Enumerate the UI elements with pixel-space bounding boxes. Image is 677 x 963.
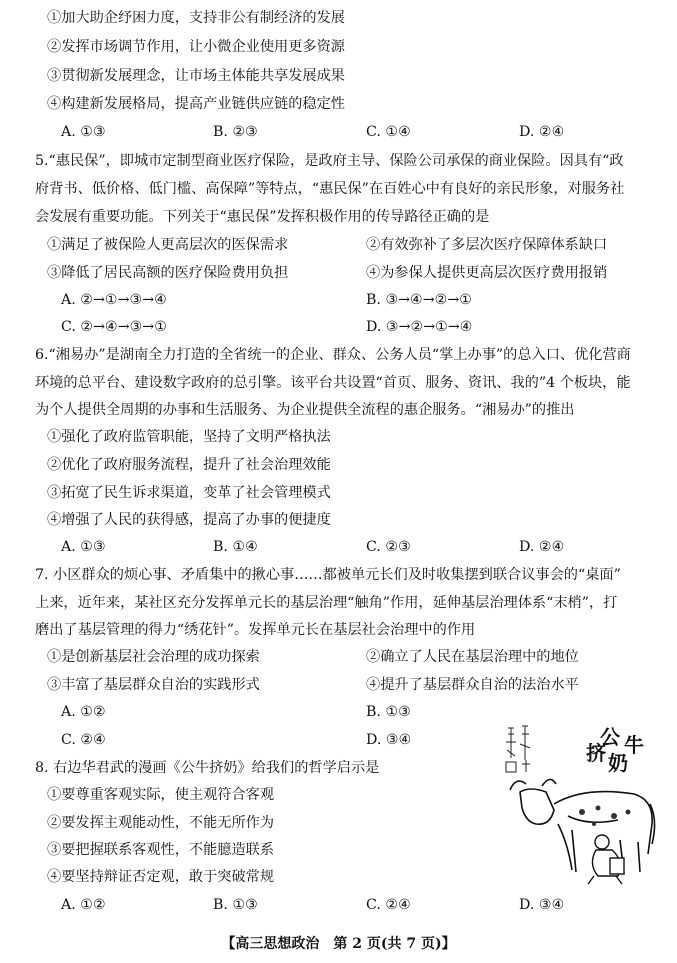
q6-option-c: C. ②③ [366,539,411,555]
q4-item-4: ④构建新发展格局，提高产业链供应链的稳定性 [47,96,345,112]
q7-item-1: ①是创新基层社会治理的成功探索 [47,649,260,665]
bull-outline [510,779,655,874]
q6-stem-line-3: 为个人提供全周期的办事和生活服务、为企业提供全流程的惠企服务。“湘易办”的推出 [35,402,575,418]
q7-option-d: D. ③④ [366,732,412,748]
q4-item-3: ③贯彻新发展理念，让市场主体能共享发展成果 [47,68,345,84]
q5-item-1: ①满足了被保险人更高层次的医保需求 [47,237,289,253]
q7-stem-line-1: 7. 小区群众的烦心事、矛盾集中的揪心事……都被单元长们及时收集摆到联合议事会的“桌面” [35,567,621,583]
q5-stem-line-2: 府背书、低价格、低门槛、高保障”等特点，“惠民保”在百姓心中有良好的亲民形象，对服务社 [35,181,625,197]
q6-item-4: ④增强了人民的获得感，提高了办事的便捷度 [47,512,331,528]
cartoon-title-art-3: 挤 [586,743,606,765]
q8-option-d: D. ③④ [519,897,565,913]
page-footer: 【高三思想政治 第 2 页(共 7 页)】 [221,936,456,952]
q4-option-c: C. ①④ [366,124,411,140]
bull-milking-cartoon [498,720,658,890]
q5-item-4: ④为参保人提供更高层次医疗费用报销 [366,265,608,281]
cartoon-title-art-2: 牛 [624,735,644,757]
q5-item-2: ②有效弥补了多层次医疗保障体系缺口 [366,237,608,253]
q5-stem-line-1: 5.“惠民保”，即城市定制型商业医疗保险，是政府主导、保险公司承保的商业保险。因具有“政 [35,153,624,169]
q7-stem-line-3: 磨出了基层管理的得力“绣花针”。发挥单元长在基层社会治理中的作用 [35,622,476,638]
q4-item-2: ②发挥市场调节作用，让小微企业使用更多资源 [47,39,345,55]
q5-item-3: ③降低了居民高额的医疗保险费用负担 [47,265,289,281]
q6-stem-line-1: 6.“湘易办”是湖南全力打造的全省统一的企业、群众、公务人员“掌上办事”的总入口、优化营商 [35,347,631,363]
q5-option-d: D. ③→②→①→④ [366,319,473,335]
q4-option-d: D. ②④ [519,124,565,140]
q4-option-a: A. ①③ [61,124,106,140]
q7-option-a: A. ①② [61,704,106,720]
q6-stem-line-2: 环境的总平台、建设数字政府的总引擎。该平台共设置“首页、服务、资讯、我的”4 个板块，能 [35,375,631,391]
q7-item-2: ②确立了人民在基层治理中的地位 [366,649,579,665]
q6-option-d: D. ②④ [519,539,565,555]
q8-item-1: ①要尊重客观实际，使主观符合客观 [47,787,275,803]
q5-stem-line-3: 会发展有重要功能。下列关于“惠民保”发挥积极作用的传导路径正确的是 [35,209,490,225]
q8-item-3: ③要把握联系客观性，不能臆造联系 [47,842,275,858]
q7-item-4: ④提升了基层群众自治的法治水平 [366,677,579,693]
q4-option-b: B. ②③ [213,124,258,140]
q4-item-1: ①加大助企纾困力度，支持非公有制经济的发展 [47,10,345,26]
cartoon-title-art-1: 公 [600,727,620,749]
q8-stem: 8. 右边华君武的漫画《公牛挤奶》给我们的哲学启示是 [35,760,380,776]
q6-option-a: A. ①③ [61,539,106,555]
q8-option-a: A. ①② [61,897,106,913]
q7-option-b: B. ①③ [366,704,411,720]
q6-item-1: ①强化了政府监管职能，坚持了文明严格执法 [47,429,331,445]
q5-option-c: C. ②→④→③→① [61,319,167,335]
bull-illustration [498,720,658,890]
signature-mark [506,726,530,772]
q8-item-4: ④要坚持辩证否定观，敢于突破常规 [47,869,275,885]
q6-item-2: ②优化了政府服务流程，提升了社会治理效能 [47,457,331,473]
q5-option-b: B. ③→④→②→① [366,292,472,308]
q8-item-2: ②要发挥主观能动性，不能无所作为 [47,815,275,831]
q7-stem-line-2: 上来，近年来，某社区充分发挥单元长的基层治理“触角”作用，延伸基层治理体系“末梢”，打 [35,595,618,611]
cartoon-title-art-4: 奶 [608,753,628,775]
q6-option-b: B. ①④ [213,539,258,555]
q5-option-a: A. ②→①→③→④ [61,292,167,308]
milking-man [588,835,624,884]
q8-option-c: C. ②④ [366,897,411,913]
q7-item-3: ③丰富了基层群众自治的实践形式 [47,677,260,693]
q7-option-c: C. ②④ [61,732,106,748]
bull-spots [579,806,631,827]
q6-item-3: ③拓宽了民生诉求渠道，变革了社会管理模式 [47,485,331,501]
q8-option-b: B. ①③ [213,897,258,913]
